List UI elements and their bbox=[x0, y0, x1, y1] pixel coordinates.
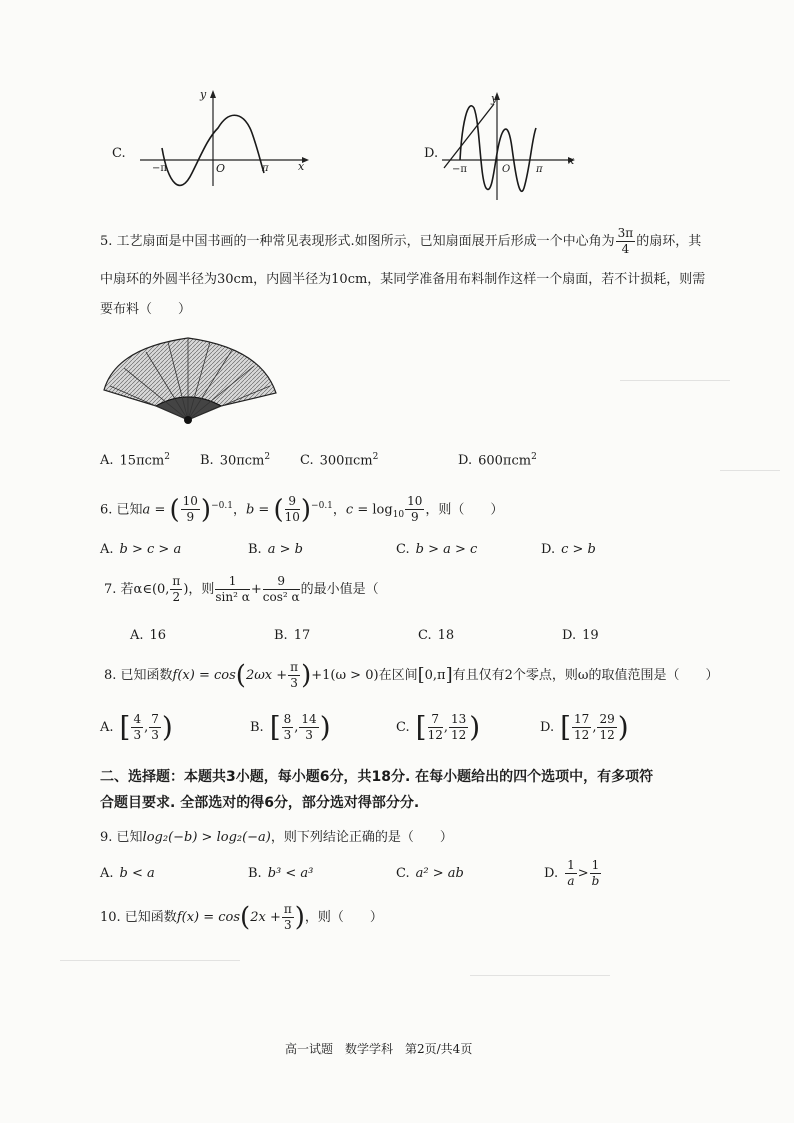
graph-c-y-label: y bbox=[200, 88, 207, 101]
q8-option-b-close: ) bbox=[319, 710, 331, 744]
q6-c-den: 9 bbox=[410, 510, 419, 525]
q7-option-d[interactable] bbox=[562, 628, 599, 643]
q8-option-c-letter: C. bbox=[396, 720, 410, 735]
q8-option-a-left bbox=[131, 712, 143, 743]
q8-option-d-letter: D. bbox=[540, 720, 555, 735]
q9-option-b[interactable] bbox=[248, 866, 313, 881]
q7-pi-num: π bbox=[172, 574, 181, 588]
q7-option-d-letter: D. bbox=[562, 628, 577, 643]
q8-option-a-close: ) bbox=[161, 710, 173, 744]
q8-option-d-close: ) bbox=[617, 710, 629, 744]
q6-a-num: 10 bbox=[182, 494, 198, 509]
q8-option-b[interactable]: B. [ $\frac{8}{3}$ , $\frac{14}{3}$ ) bbox=[250, 710, 331, 744]
q9-d-den2: b bbox=[591, 874, 600, 888]
q9-option-d-frac1 bbox=[565, 858, 577, 889]
q7-f1-den: sin² α bbox=[215, 590, 250, 604]
q5-line1-end: 的扇环，其 bbox=[636, 234, 702, 249]
q8-option-d-left bbox=[572, 712, 591, 743]
q7-pi-fraction bbox=[170, 574, 182, 605]
q7-option-b[interactable] bbox=[274, 628, 310, 643]
q9-d-gt: > bbox=[577, 866, 589, 881]
q8-lparen: ( bbox=[235, 660, 246, 691]
graph-d-pi: π bbox=[536, 164, 543, 175]
q6-suffix: ，则（ ） bbox=[425, 502, 504, 518]
q7-option-b-letter: B. bbox=[274, 628, 288, 643]
page-footer: 高一试题 数学学科 第2页/共4页 bbox=[285, 1042, 473, 1056]
q8-b-rden: 3 bbox=[305, 728, 313, 742]
q6-log-base: 10 bbox=[392, 509, 405, 520]
q6-option-b-letter: B. bbox=[248, 542, 262, 557]
graph-d-origin: O bbox=[502, 164, 511, 175]
q6-b-rparen: ) bbox=[300, 494, 312, 525]
q8-option-a-open: [ bbox=[119, 710, 131, 744]
q8-b-lnum: 8 bbox=[283, 712, 292, 726]
q6-stem: 6. 已知a = ( $\frac{10}{9}$ )$^{-0.1}$，b = ( $\frac{9}{10}$ )$^{-0.1}$，$c = \log_{10}$ $\frac{10}{9}$ ，则（ ） bbox=[100, 494, 504, 525]
q5-option-c-sup: 2 bbox=[372, 452, 379, 462]
q7-plus: + bbox=[250, 582, 262, 597]
q5-option-b[interactable] bbox=[200, 452, 270, 468]
q5-option-c-letter: C. bbox=[300, 453, 314, 469]
q8-b-rnum: 14 bbox=[301, 712, 317, 726]
q6-a-rparen: ) bbox=[200, 494, 212, 525]
q6-b-lparen: ( bbox=[273, 494, 284, 525]
q8-option-d-right bbox=[597, 712, 616, 743]
q6-log: = log bbox=[357, 502, 393, 518]
q7-f2-den: cos² α bbox=[262, 590, 300, 604]
q7-option-a-letter: A. bbox=[130, 628, 144, 643]
q6-option-c[interactable] bbox=[396, 542, 477, 557]
q6-b-den: 10 bbox=[284, 510, 300, 525]
q7-f1-num: 1 bbox=[215, 574, 249, 590]
graph-c-neg-pi: −π bbox=[152, 163, 167, 174]
q8-a-rden: 3 bbox=[151, 728, 159, 742]
q8-option-b-open: [ bbox=[269, 710, 281, 744]
q6-option-b-text: a > b bbox=[267, 542, 303, 557]
q9-option-c-letter: C. bbox=[396, 866, 410, 881]
q9-prefix: 9. 已知 bbox=[100, 830, 143, 845]
q7-option-c-letter: C. bbox=[418, 628, 432, 643]
q9-d-num1: 1 bbox=[567, 858, 575, 872]
q6-a-exp: −0.1 bbox=[211, 501, 233, 511]
graph-c-origin: O bbox=[216, 162, 226, 175]
q8-a-lnum: 4 bbox=[133, 712, 142, 726]
q9-option-a-text: b < a bbox=[119, 866, 155, 881]
q8-option-d[interactable]: D. [ $\frac{17}{12}$ , $\frac{29}{12}$ ) bbox=[540, 710, 629, 744]
q8-option-c-right bbox=[449, 712, 468, 743]
graph-d bbox=[440, 88, 580, 203]
q5-option-c[interactable] bbox=[300, 452, 378, 468]
q7-frac1 bbox=[215, 574, 249, 605]
q8-d-lnum: 17 bbox=[574, 712, 590, 726]
q10-pi-num: π bbox=[283, 902, 292, 916]
q6-b-exp: −0.1 bbox=[311, 501, 333, 511]
q5-option-a-text: 15πcm bbox=[119, 453, 165, 469]
q8-pi-den: 3 bbox=[290, 676, 298, 690]
q6-b-num: 9 bbox=[285, 494, 300, 510]
q7-f2-num: 9 bbox=[263, 574, 300, 590]
q7-stem bbox=[104, 572, 379, 608]
q10-suffix: ，则（ ） bbox=[304, 910, 383, 925]
q5-line1 bbox=[100, 226, 701, 257]
q9-stem bbox=[100, 826, 453, 845]
q8-inner: 2ωx + bbox=[245, 668, 288, 683]
q9-option-c-text: a² > ab bbox=[415, 866, 464, 881]
q6-prefix: 6. 已知 bbox=[100, 502, 143, 518]
q8-after: +1(ω > 0) bbox=[311, 668, 379, 683]
scan-noise bbox=[470, 975, 610, 976]
q6-c-fraction bbox=[405, 494, 424, 525]
q8-c-lnum: 7 bbox=[428, 712, 443, 728]
q7-option-c-text: 18 bbox=[437, 628, 455, 643]
q8-c-rden: 12 bbox=[450, 728, 467, 742]
q9-option-d-frac2 bbox=[590, 858, 602, 889]
q8-a-rnum: 7 bbox=[151, 712, 159, 726]
q10-prefix: 10. 已知函数 bbox=[100, 910, 177, 925]
section2-line2: 合题目要求. 全部选对的得6分，部分选对得部分分. bbox=[100, 795, 420, 811]
q8-option-c-close: ) bbox=[469, 710, 481, 744]
q7-option-a[interactable] bbox=[130, 628, 166, 643]
q5-option-b-sup: 2 bbox=[264, 452, 271, 462]
q5-option-a-sup: 2 bbox=[164, 452, 170, 462]
q9-expr: log₂(−b) > log₂(−a) bbox=[142, 830, 271, 845]
graph-d-x-label: x bbox=[568, 154, 575, 167]
q8-stem bbox=[104, 658, 718, 694]
q6-c-var: c bbox=[345, 502, 354, 518]
q8-text: 在区间 bbox=[378, 668, 418, 683]
q10-func: f(x) = cos bbox=[176, 910, 241, 925]
q8-pi-num: π bbox=[290, 660, 299, 674]
q5-angle-num: 3π bbox=[617, 226, 634, 240]
q6-option-d[interactable] bbox=[541, 542, 596, 557]
q8-rparen: ) bbox=[301, 660, 312, 691]
q8-b-lden: 3 bbox=[283, 728, 292, 742]
q9-d-den1: a bbox=[567, 874, 575, 888]
q8-option-d-open: [ bbox=[560, 710, 572, 744]
q5-line1-text: 5. 工艺扇面是中国书画的一种常见表现形式.如图所示，已知扇面展开后形成一个中心角为 bbox=[100, 234, 615, 249]
q8-c-lden: 12 bbox=[427, 728, 443, 742]
q8-c-rnum: 13 bbox=[450, 712, 467, 726]
section2-line1: 二、选择题：本题共3小题，每小题6分，共18分. 在每小题给出的四个选项中，有多项符 bbox=[100, 769, 654, 785]
q6-option-b[interactable] bbox=[248, 542, 303, 557]
q8-d-rnum: 29 bbox=[599, 712, 615, 726]
q6-a-lparen: ( bbox=[169, 494, 180, 525]
q7-option-c[interactable] bbox=[418, 628, 454, 643]
q6-a-var: a bbox=[142, 502, 151, 518]
q9-suffix: ，则下列结论正确的是（ ） bbox=[270, 830, 453, 845]
q10-pi-den: 3 bbox=[283, 918, 292, 932]
q10-rparen: ) bbox=[294, 902, 305, 933]
graph-c-x-label: x bbox=[298, 160, 305, 173]
q9-option-d[interactable] bbox=[544, 856, 602, 892]
q9-option-b-letter: B. bbox=[248, 866, 262, 881]
q9-option-a-letter: A. bbox=[100, 866, 114, 881]
q8-suffix: 有且仅有2个零点，则ω的取值范围是（ ） bbox=[452, 668, 719, 683]
q5-angle-fraction bbox=[616, 226, 636, 257]
q8-pi-fraction bbox=[288, 660, 300, 691]
q5-option-d-letter: D. bbox=[458, 453, 473, 469]
q5-line2: 中扇环的外圆半径为30cm，内圆半径为10cm，某同学准备用布料制作这样一个扇面，若不计损耗，则需 bbox=[100, 272, 706, 287]
q8-option-a[interactable]: A. [ $\frac{4}{3}$ , $\frac{7}{3}$ ) bbox=[100, 710, 173, 744]
q6-option-d-letter: D. bbox=[541, 542, 556, 557]
q7-option-b-text: 17 bbox=[293, 628, 311, 643]
q5-option-a[interactable] bbox=[100, 452, 170, 468]
q6-a-den: 9 bbox=[186, 510, 195, 525]
graph-d-y-label: y bbox=[491, 92, 498, 105]
q5-option-d-sup: 2 bbox=[531, 452, 537, 462]
option-d-label: D. bbox=[424, 146, 439, 161]
q6-option-a-letter: A. bbox=[100, 542, 114, 557]
q5-option-a-letter: A. bbox=[100, 453, 114, 469]
q7-frac2 bbox=[263, 574, 300, 605]
q6-b-fraction bbox=[285, 494, 300, 525]
q8-option-b-left bbox=[282, 712, 294, 743]
q8-option-c-open: [ bbox=[415, 710, 427, 744]
q6-option-a-text: b > c > a bbox=[119, 542, 182, 557]
q10-lparen: ( bbox=[240, 902, 251, 933]
q7-mid: )，则 bbox=[183, 582, 215, 597]
option-c-label: C. bbox=[112, 146, 126, 161]
q9-d-num2: 1 bbox=[591, 858, 600, 872]
q9-option-a[interactable] bbox=[100, 866, 155, 881]
q6-option-a[interactable] bbox=[100, 542, 181, 557]
q7-option-d-text: 19 bbox=[582, 628, 599, 643]
scan-noise bbox=[620, 380, 730, 381]
q8-func: f(x) = cos bbox=[172, 668, 236, 683]
q8-option-a-right bbox=[149, 712, 161, 743]
q10-inner: 2x + bbox=[250, 910, 281, 925]
q5-option-c-text: 300πcm bbox=[319, 453, 373, 469]
q5-option-b-letter: B. bbox=[200, 453, 214, 469]
q6-option-c-text: b > a > c bbox=[415, 542, 478, 557]
q8-interval: 0,π bbox=[424, 668, 446, 683]
q5-line3: 要布料（ ） bbox=[100, 302, 192, 317]
q5-option-d[interactable] bbox=[458, 452, 537, 468]
q5-option-d-text: 600πcm bbox=[478, 453, 532, 469]
q8-option-a-letter: A. bbox=[100, 720, 114, 735]
q8-option-c-left bbox=[428, 712, 443, 743]
q9-option-c[interactable] bbox=[396, 866, 464, 881]
q5-option-b-text: 30πcm bbox=[219, 453, 265, 469]
q8-interval-open: [ bbox=[417, 664, 425, 686]
q6-b-var: b bbox=[245, 502, 255, 518]
q8-prefix: 8. 已知函数 bbox=[104, 668, 173, 683]
q8-option-b-right bbox=[299, 712, 318, 743]
q7-suffix: 的最小值是（ bbox=[300, 582, 379, 597]
q9-option-b-text: b³ < a³ bbox=[267, 866, 314, 881]
q10-pi-fraction bbox=[282, 902, 294, 933]
q8-a-lden: 3 bbox=[133, 728, 142, 742]
q8-option-b-letter: B. bbox=[250, 720, 264, 735]
q7-pi-den: 2 bbox=[172, 590, 181, 604]
q8-d-rden: 12 bbox=[599, 728, 615, 742]
q6-option-c-letter: C. bbox=[396, 542, 410, 557]
fan-illustration bbox=[96, 328, 281, 428]
graph-d-neg-pi: −π bbox=[452, 164, 467, 175]
q10-stem bbox=[100, 900, 383, 936]
q6-option-d-text: c > b bbox=[561, 542, 596, 557]
scan-noise bbox=[60, 960, 240, 961]
q8-interval-close: ] bbox=[445, 664, 453, 686]
q8-option-c[interactable]: C. [ $\frac{7}{12}$ , $\frac{13}{12}$ ) bbox=[396, 710, 481, 744]
q8-d-lden: 12 bbox=[574, 728, 590, 742]
q6-c-num: 10 bbox=[407, 494, 423, 509]
q7-prefix: 7. 若α∈(0, bbox=[104, 582, 170, 597]
q5-angle-den: 4 bbox=[621, 242, 630, 256]
q9-option-d-letter: D. bbox=[544, 866, 559, 881]
graph-c-pi: π bbox=[262, 163, 269, 174]
scan-noise bbox=[720, 470, 780, 471]
q6-a-fraction bbox=[181, 494, 200, 525]
q7-option-a-text: 16 bbox=[149, 628, 167, 643]
